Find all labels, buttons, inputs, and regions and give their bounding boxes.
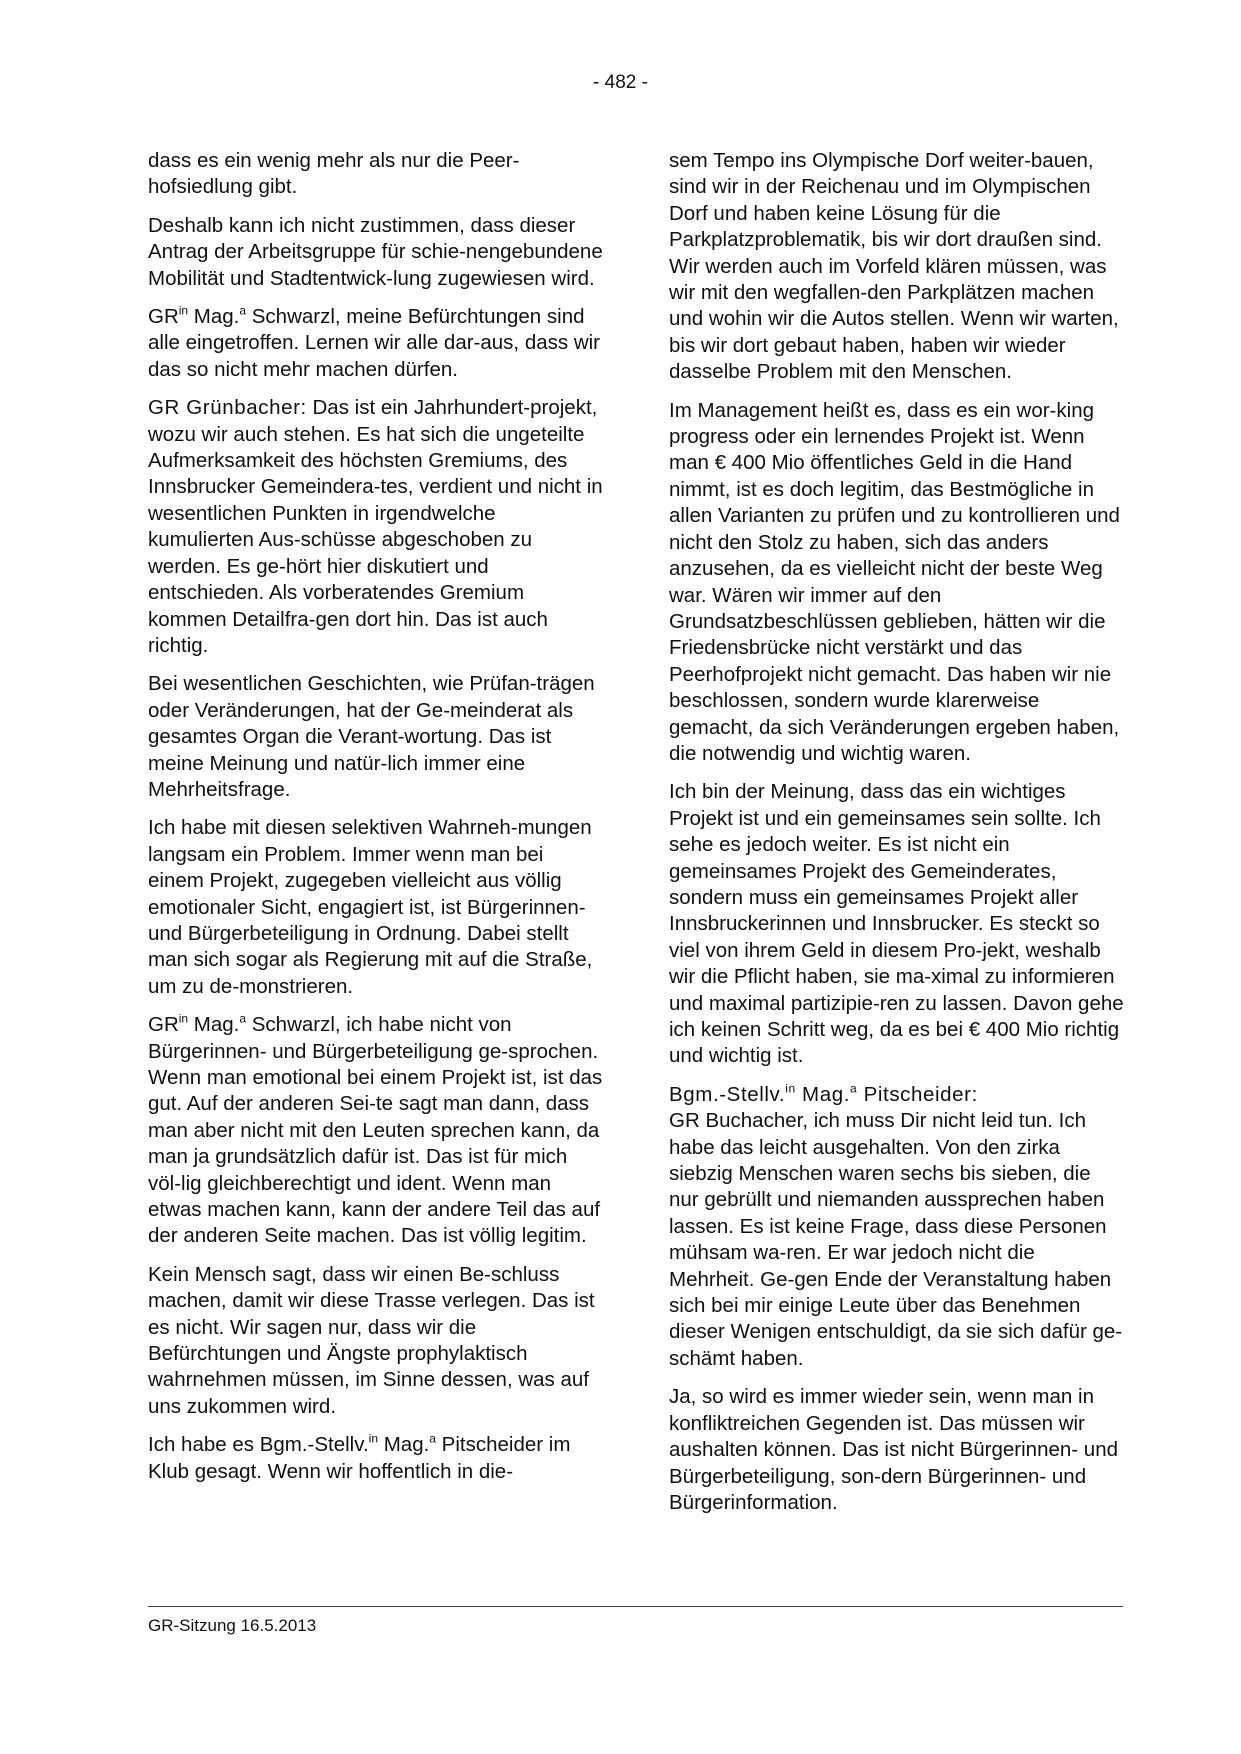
paragraph — [669, 1082, 1124, 1372]
paragraph-text: GR Buchacher, ich muss Dir nicht leid tun. Ich habe das leicht ausgehalten. Von den zirka siebzig Menschen waren sechs bis sieben, die nur gebrüllt und niemanden aussprechen haben lassen. Es ist keine Frage, dass diese Personen mühsam wa-ren. Er war jedoch nicht die Mehrheit. Ge-gen Ende der Veranstaltung haben sich bei mir einige Leute über das Benehmen dieser Wenigen entschuldigt, da sie sich dafür ge-schämt haben. — [669, 1109, 1123, 1370]
paragraph — [148, 304, 603, 383]
paragraph-text: Schwarzl, meine Befürchtungen sind alle eingetroffen. Lernen wir alle dar-aus, dass wir das so nicht mehr machen dürfen. — [148, 305, 601, 381]
superscript: a — [850, 1081, 858, 1096]
speaker-title: Mag. — [378, 1433, 430, 1457]
speaker-label — [669, 1083, 978, 1106]
paragraph: Ich bin der Meinung, dass das ein wichtiges Projekt ist und ein gemeinsames sein sollte. Ich sehe es jedoch weiter. Es ist nicht ein gemeinsames Projekt des Gemeinderates, sondern muss ein gemeinsames Projekt aller Innsbruckerinnen und Innsbrucker. Es steckt so viel von ihrem Geld in diesem Pro-jekt, weshalb wir die Pflicht haben, sie ma-ximal zu informieren und maximal partizipie-ren zu lassen. Davon gehe ich keinen Schritt weg, da es bei € 400 Mio richtig und wichtig ist. — [669, 780, 1124, 1068]
speaker-title: Mag. — [188, 305, 240, 329]
paragraph: Kein Mensch sagt, dass wir einen Be-schluss machen, damit wir diese Trasse verlegen. Das ist es nicht. Wir sagen nur, dass wir die Befürchtungen und Ängste prophylaktisch wahrnehmen müssen, im Sinne dessen, was auf uns zukommen wird. — [148, 1262, 595, 1418]
right-column — [669, 148, 1124, 1528]
paragraph: sem Tempo ins Olympische Dorf weiter-bauen, sind wir in der Reichenau und im Olympischen Dorf und haben keine Lösung für die Parkplatzproblematik, bis wir dort draußen sind. Wir werden auch im Vorfeld klären müssen, was wir mit den wegfallen-den Parkplätzen machen und wohin wir die Autos stellen. Wenn wir warten, bis wir dort gebaut haben, haben wir wieder dasselbe Problem mit den Menschen. — [669, 149, 1119, 384]
paragraph: Deshalb kann ich nicht zustimmen, dass dieser Antrag der Arbeitsgruppe für schie-nengebundene Mobilität und Stadtentwick-lung zugewiesen wird. — [148, 213, 603, 290]
left-column — [148, 148, 603, 1497]
paragraph: dass es ein wenig mehr als nur die Peer-hofsiedlung gibt. — [148, 149, 520, 199]
speaker-title: Mag. — [188, 1013, 240, 1037]
speaker-label: GR Grünbacher: — [148, 396, 307, 420]
superscript: a — [239, 1011, 247, 1026]
superscript: in — [178, 1011, 189, 1026]
paragraph-text: Pitscheider im Klub gesagt. Wenn wir hoffentlich in die- — [148, 1433, 571, 1483]
paragraph-text: Das ist ein Jahrhundert-projekt, wozu wir auch stehen. Es hat sich die ungeteilte Aufmerksamkeit des höchsten Gremiums, des Innsbrucker Gemeindera-tes, verdient und nicht in wesentlichen Punkten in irgendwelche kumulierten Aus-schüsse abgeschoben zu werden. Es ge-hört hier diskutiert und entschieden. Als vorberatendes Gremium kommen Detailfra-gen dort hin. Das ist auch richtig. — [148, 396, 603, 657]
superscript: a — [239, 303, 247, 318]
paragraph — [148, 1012, 603, 1250]
speaker-title: GR — [148, 305, 179, 329]
paragraph — [148, 395, 603, 659]
superscript: a — [429, 1431, 436, 1446]
paragraph: Im Management heißt es, dass es ein wor-king progress oder ein lernendes Projekt ist. Wenn man € 400 Mio öffentliches Geld in die Hand nimmt, ist es doch legitim, das Bestmögliche in allen Varianten zu prüfen und zu kontrollieren und nicht den Stolz zu haben, sich das anders anzusehen, da es vielleicht nicht der beste Weg war. Wären wir immer auf den Grundsatzbeschlüssen geblieben, hätten wir die Friedensbrücke nicht verstärkt und das Peerhofprojekt nicht gemacht. Das haben wir nie beschlossen, sondern wurde klarerweise gemacht, da sich Veränderungen ergeben haben, die notwendig und wichtig waren. — [669, 398, 1120, 765]
paragraph: Ich habe mit diesen selektiven Wahrneh-mungen langsam ein Problem. Immer wenn man bei einem Projekt, zugegeben vielleicht aus völlig emotionaler Sicht, engagiert ist, ist Bürgerinnen- und Bürgerbeteiligung in Ordnung. Dabei stellt man sich sogar als Regierung mit auf die Straße, um zu de-monstrieren. — [148, 816, 593, 998]
speaker-name: Pitscheider: — [857, 1082, 978, 1106]
page-number: - 482 - — [593, 72, 648, 93]
footer-session-date: GR-Sitzung 16.5.2013 — [148, 1616, 317, 1635]
superscript: in — [368, 1431, 379, 1446]
superscript: in — [785, 1081, 796, 1096]
speaker-title: Bgm.-Stellv. — [669, 1082, 786, 1106]
speaker-title: Mag. — [795, 1082, 851, 1106]
footer-divider — [148, 1606, 1123, 1607]
paragraph-text: Schwarzl, ich habe nicht von Bürgerinnen- und Bürgerbeteiligung ge-sprochen. Wenn man emotional bei einem Projekt ist, ist das gut. Auf der anderen Sei-te sagt man dann, dass man aber nicht mit den Leuten sprechen kann, da man ja grundsätzlich dafür ist. Das ist für mich völ-lig gleichberechtigt und ident. Wenn man etwas machen kann, kann der andere Teil das auf der anderen Seite machen. Das ist völlig legitim. — [148, 1013, 603, 1248]
superscript: in — [178, 303, 189, 318]
paragraph-text: Ich habe es Bgm.-Stellv. — [148, 1433, 369, 1457]
paragraph — [148, 1432, 603, 1485]
paragraph: Ja, so wird es immer wieder sein, wenn man in konfliktreichen Gegenden ist. Das müssen wir aushalten können. Das ist nicht Bürgerinnen- und Bürgerbeteiligung, son-dern Bürgerinnen- und Bürgerinformation. — [669, 1385, 1119, 1514]
speaker-title: GR — [148, 1013, 179, 1037]
paragraph: Bei wesentlichen Geschichten, wie Prüfan-trägen oder Veränderungen, hat der Ge-meinderat als gesamtes Organ die Verant-wortung. Das ist meine Meinung und natür-lich immer eine Mehrheitsfrage. — [148, 672, 595, 801]
